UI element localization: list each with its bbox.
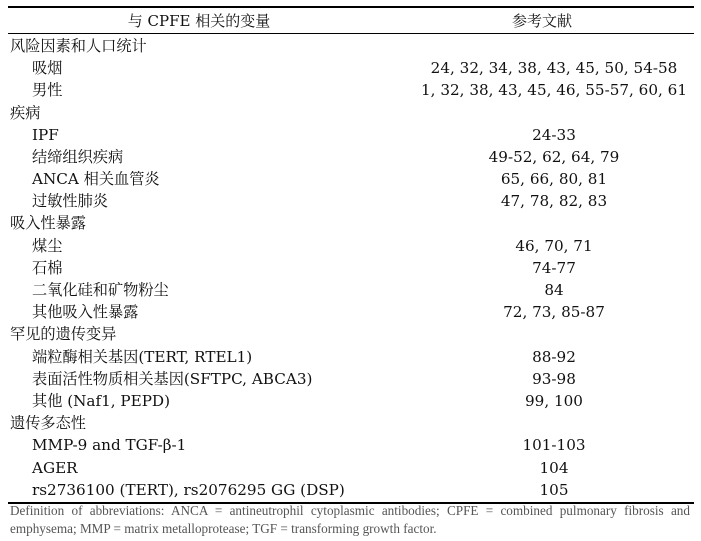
- table-body: [8, 34, 694, 503]
- cpfe-variables-table: [8, 6, 694, 504]
- reference-numbers: 24, 32, 34, 38, 43, 45, 50, 54-58: [430, 59, 678, 78]
- reference-numbers: 49-52, 62, 64, 79: [488, 147, 620, 166]
- variable-label: 吸烟: [32, 59, 63, 78]
- reference-numbers: 24-33: [532, 125, 576, 144]
- reference-numbers: 105: [539, 480, 569, 499]
- category-row: [8, 213, 694, 235]
- reference-numbers: 104: [539, 458, 569, 477]
- variable-label: rs2736100 (TERT), rs2076295 GG (DSP): [32, 480, 345, 499]
- variable-label: 端粒酶相关基因(TERT, RTEL1): [32, 347, 253, 366]
- variable-label: ANCA 相关血管炎: [32, 170, 160, 189]
- table-row: [8, 435, 694, 457]
- header-references: 参考文献: [511, 11, 572, 30]
- reference-numbers: 65, 66, 80, 81: [500, 170, 608, 189]
- variable-label: AGER: [32, 458, 78, 477]
- table-row: [8, 368, 694, 390]
- table-row: [8, 58, 694, 80]
- table-footnote: Definition of abbreviations: ANCA = antineutrophil cytoplasmic antibodies; CPFE = combined pulmonary fibrosis and emphysema; MMP = matrix metalloprotease; TGF = transforming growth factor.: [10, 503, 690, 536]
- reference-numbers: 93-98: [532, 369, 576, 388]
- reference-numbers: 99, 100: [525, 391, 583, 410]
- category-row: [8, 36, 694, 58]
- table-row: [8, 302, 694, 324]
- table-row: [8, 235, 694, 257]
- table-row: [8, 346, 694, 368]
- variable-label: IPF: [32, 125, 59, 144]
- table-row: [8, 479, 694, 501]
- reference-numbers: 101-103: [522, 436, 586, 455]
- reference-numbers: 46, 70, 71: [515, 236, 593, 255]
- variable-label: 结缔组织疾病: [32, 147, 124, 166]
- variable-label: 石棉: [32, 258, 63, 277]
- variable-label: 其他 (Naf1, PEPD): [32, 391, 171, 410]
- category-row: [8, 413, 694, 435]
- category-label: 吸入性暴露: [10, 214, 86, 233]
- category-row: [8, 102, 694, 124]
- category-row: [8, 324, 694, 346]
- variable-label: 煤尘: [32, 236, 63, 255]
- table-header-row: [8, 8, 694, 33]
- variable-label: 男性: [32, 81, 63, 100]
- table-row: [8, 124, 694, 146]
- variable-label: 表面活性物质相关基因(SFTPC, ABCA3): [32, 369, 313, 388]
- category-label: 遗传多态性: [10, 414, 86, 433]
- variable-label: MMP-9 and TGF-β-1: [32, 436, 187, 455]
- reference-numbers: 72, 73, 85-87: [503, 303, 605, 322]
- reference-numbers: 1, 32, 38, 43, 45, 46, 55-57, 60, 61: [421, 81, 687, 100]
- table-row: [8, 391, 694, 413]
- reference-numbers: 47, 78, 82, 83: [500, 192, 608, 211]
- variable-label: 其他吸入性暴露: [32, 303, 139, 322]
- table-row: [8, 169, 694, 191]
- category-label: 疾病: [10, 103, 41, 122]
- header-variable: 与 CPFE 相关的变量: [127, 11, 271, 30]
- reference-numbers: 74-77: [532, 258, 576, 277]
- table-row: [8, 257, 694, 279]
- reference-numbers: 84: [544, 281, 564, 300]
- variable-label: 二氧化硅和矿物粉尘: [32, 281, 169, 300]
- table-row: [8, 457, 694, 479]
- variable-label: 过敏性肺炎: [32, 192, 108, 211]
- table-row: [8, 146, 694, 168]
- table-row: [8, 80, 694, 102]
- table-row: [8, 280, 694, 302]
- reference-numbers: 88-92: [532, 347, 576, 366]
- category-label: 风险因素和人口统计: [10, 36, 147, 55]
- category-label: 罕见的遗传变异: [10, 325, 117, 344]
- table-row: [8, 191, 694, 213]
